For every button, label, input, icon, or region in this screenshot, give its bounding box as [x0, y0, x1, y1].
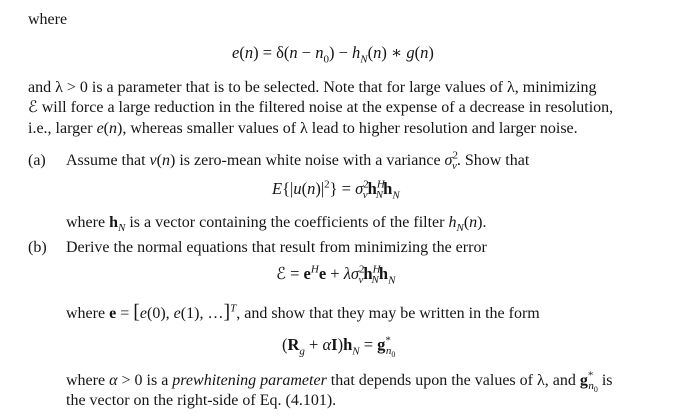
equation-noise-power: $E\{|u(n)|^2\} = \sigma^2_vh^H_Nh_N$ [272, 178, 400, 202]
equation-normal: $(R_g + \alpha I)h_N = g^*_{n_0}$ [282, 334, 396, 360]
intro-word: where [28, 11, 68, 28]
part-b-statement: Derive the normal equations that result from minimizing the error [66, 239, 487, 256]
equation-error-signal: $e(n) = \delta(n - n_0) - h_N(n)$ ∗ g(n) [232, 43, 434, 66]
part-a-where: where $h_N$ is a vector containing the coefficients of the filter $h_N(n)$. [66, 214, 487, 235]
part-b-where-3: the vector on the right-side of Eq. (4.101). [66, 392, 337, 409]
paragraph-line-2: ℰ will force a large reduction in the filtered noise at the expense of a decrease in resolution, [28, 99, 614, 116]
equation-cost: ℰ = $e^He + \lambda\sigma^2_vh^H_Nh_N$ [276, 263, 396, 287]
paragraph-line-3: i.e., larger e(n), whereas smaller values of λ lead to higher resolution and larger noise. [28, 120, 578, 137]
part-b-where-2: where α > 0 is a prewhitening parameter that depends upon the values of λ, and $g^*_{n_0}$ is [66, 369, 613, 395]
part-b-label: (b) [28, 239, 47, 256]
part-b-where-1: where e = [e(0), e(1), …]$^T$, and show that they may be written in the form [66, 301, 540, 323]
part-a-label: (a) [28, 152, 46, 169]
paragraph-line-1: and λ > 0 is a parameter that is to be selected. Note that for large values of λ, minimizing [28, 79, 597, 96]
part-a-statement: Assume that v(n) is zero-mean white noise with a variance $\sigma^2_v$. Show that [66, 149, 530, 173]
